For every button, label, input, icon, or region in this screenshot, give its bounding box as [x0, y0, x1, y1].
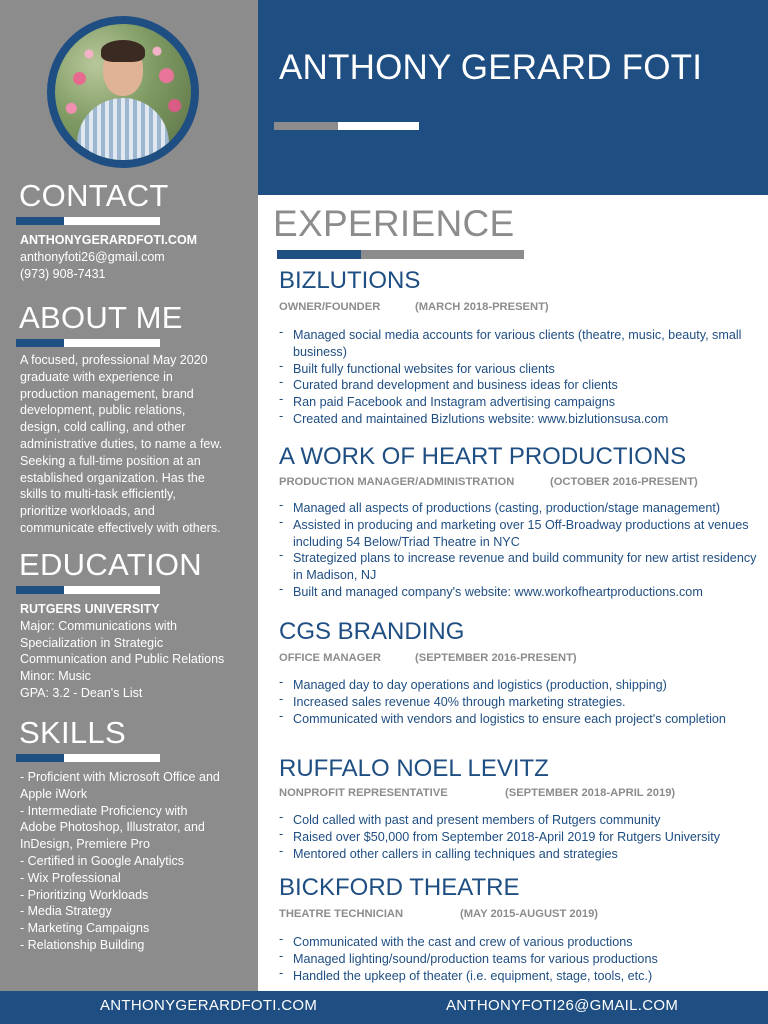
skill-line: - Wix Professional — [20, 870, 121, 885]
job-bullet: - Communicated with vendors and logistics to ensure each project's completion — [279, 711, 764, 728]
job-company: BICKFORD THEATRE — [279, 874, 520, 901]
footer-website[interactable]: ANTHONYGERARDFOTI.COM — [100, 997, 318, 1014]
job-company: CGS BRANDING — [279, 618, 465, 645]
skill-line: - Proficient with Microsoft Office and — [20, 770, 220, 784]
header-divider-gray — [274, 122, 338, 130]
job-dates: (MARCH 2018-PRESENT) — [415, 301, 549, 313]
skills-list — [20, 769, 248, 954]
job-bullet: - Curated brand development and business ideas for clients — [279, 377, 764, 394]
job-bullet: - Managed all aspects of productions (casting, production/stage management) — [279, 500, 764, 517]
education-divider-blue — [16, 586, 64, 594]
job-role: OWNER/FOUNDER — [279, 301, 381, 313]
job-bullet: - Strategized plans to increase revenue and build community for new artist residency in Madison, NJ — [279, 550, 764, 584]
job-meta — [279, 652, 577, 664]
education-line: Specialization in Strategic — [20, 635, 164, 650]
skills-divider-white — [64, 754, 160, 762]
about-line: design, cold calling, and other — [20, 420, 186, 435]
job-bullet: - Created and maintained Bizlutions website: www.bizlutionsusa.com — [279, 411, 764, 428]
education-heading: EDUCATION — [19, 547, 202, 582]
job-meta — [279, 301, 549, 313]
about-line: administrative duties, to name a few. — [20, 436, 223, 451]
about-divider-white — [64, 339, 160, 347]
skill-line: - Intermediate Proficiency with — [20, 803, 188, 818]
job-company: A WORK OF HEART PRODUCTIONS — [279, 443, 687, 470]
job-bullet: - Assisted in producing and marketing over 15 Off-Broadway productions at venues including 54 Below/Triad Theatre in NYC — [279, 517, 764, 551]
skills-divider-blue — [16, 754, 64, 762]
job-bullet: - Increased sales revenue 40% through marketing strategies. — [279, 694, 764, 711]
skills-heading: SKILLS — [19, 715, 126, 750]
education-school: RUTGERS UNIVERSITY — [20, 602, 160, 616]
job-bullet: - Ran paid Facebook and Instagram advertising campaigns — [279, 394, 764, 411]
contact-phone[interactable]: (973) 908-7431 — [20, 266, 106, 281]
contact-divider-white — [64, 217, 160, 225]
education-divider-white — [64, 586, 160, 594]
job-meta — [279, 787, 676, 799]
job-role: PRODUCTION MANAGER/ADMINISTRATION — [279, 476, 515, 488]
job-bullets — [279, 500, 764, 601]
about-line: established organization. Has the — [20, 470, 205, 485]
job-bullet: - Managed social media accounts for various clients (theatre, music, beauty, small business) — [279, 327, 764, 361]
about-line: communicate effectively with others. — [20, 520, 221, 535]
job-bullets — [279, 934, 764, 984]
contact-divider-blue — [16, 217, 64, 225]
skill-line: - Media Strategy — [20, 904, 112, 919]
job-bullet: - Raised over $50,000 from September 2018-April 2019 for Rutgers University — [279, 829, 764, 846]
job-bullets — [279, 812, 764, 862]
contact-heading: CONTACT — [19, 178, 169, 213]
about-line: development, public relations, — [20, 403, 186, 418]
contact-website[interactable]: ANTHONYGERARDFOTI.COM — [20, 233, 198, 247]
about-line: prioritize workloads, and — [20, 504, 155, 519]
job-dates: (OCTOBER 2016-PRESENT) — [550, 476, 698, 488]
about-line: skills to multi-task efficiently, — [20, 487, 176, 502]
job-dates: (SEPTEMBER 2018-APRIL 2019) — [505, 787, 676, 799]
job-bullets — [279, 327, 764, 428]
job-bullet: - Built and managed company's website: www.workofheartproductions.com — [279, 584, 764, 601]
education-block — [20, 601, 248, 702]
about-line: production management, brand — [20, 386, 194, 401]
job-bullet: - Managed day to day operations and logistics (production, shipping) — [279, 677, 764, 694]
about-divider-blue — [16, 339, 64, 347]
experience-divider-blue — [277, 250, 361, 259]
about-line: A focused, professional May 2020 — [20, 353, 208, 367]
about-text — [20, 352, 248, 537]
skill-line: - Relationship Building — [20, 937, 145, 952]
about-line: graduate with experience in — [20, 369, 173, 384]
job-meta — [279, 908, 599, 920]
header-divider-white — [338, 122, 419, 130]
job-company: BIZLUTIONS — [279, 267, 421, 294]
sidebar — [0, 0, 258, 991]
name-header — [258, 0, 768, 195]
full-name: ANTHONY GERARD FOTI — [279, 48, 703, 87]
skill-line: Apple iWork — [20, 786, 88, 801]
profile-photo — [55, 24, 191, 160]
job-dates: (SEPTEMBER 2016-PRESENT) — [415, 652, 577, 664]
education-line: Minor: Music — [20, 669, 91, 684]
skill-line: Adobe Photoshop, Illustrator, and — [20, 820, 205, 835]
skill-line: - Marketing Campaigns — [20, 921, 150, 936]
footer-email[interactable]: ANTHONYFOTI26@GMAIL.COM — [446, 997, 679, 1014]
education-line: Major: Communications with — [20, 618, 177, 633]
skill-line: - Prioritizing Workloads — [20, 887, 149, 902]
job-company: RUFFALO NOEL LEVITZ — [279, 755, 549, 782]
job-bullet: - Mentored other callers in calling techniques and strategies — [279, 846, 764, 863]
contact-email[interactable]: anthonyfoti26@gmail.com — [20, 249, 165, 264]
footer-bar — [0, 991, 768, 1024]
job-bullet: - Communicated with the cast and crew of various productions — [279, 934, 764, 951]
job-bullet: - Built fully functional websites for various clients — [279, 361, 764, 378]
experience-heading: EXPERIENCE — [273, 203, 515, 244]
photo-hair — [101, 40, 145, 62]
about-heading: ABOUT ME — [19, 300, 183, 335]
job-meta — [279, 476, 698, 488]
skill-line: - Certified in Google Analytics — [20, 853, 184, 868]
job-bullet: - Handled the upkeep of theater (i.e. equipment, stage, tools, etc.) — [279, 968, 764, 985]
profile-photo-frame — [47, 16, 199, 168]
experience-divider-gray — [361, 250, 524, 259]
job-role: NONPROFIT REPRESENTATIVE — [279, 787, 448, 799]
skill-line: InDesign, Premiere Pro — [20, 837, 150, 852]
job-bullet: - Cold called with past and present members of Rutgers community — [279, 812, 764, 829]
job-role: THEATRE TECHNICIAN — [279, 908, 404, 920]
contact-block — [20, 232, 248, 282]
education-line: GPA: 3.2 - Dean's List — [20, 685, 143, 700]
job-dates: (MAY 2015-AUGUST 2019) — [460, 908, 599, 920]
education-line: Communication and Public Relations — [20, 652, 225, 667]
job-bullet: - Managed lighting/sound/production teams for various productions — [279, 951, 764, 968]
job-role: OFFICE MANAGER — [279, 652, 381, 664]
job-bullets — [279, 677, 764, 727]
about-line: Seeking a full-time position at an — [20, 453, 201, 468]
